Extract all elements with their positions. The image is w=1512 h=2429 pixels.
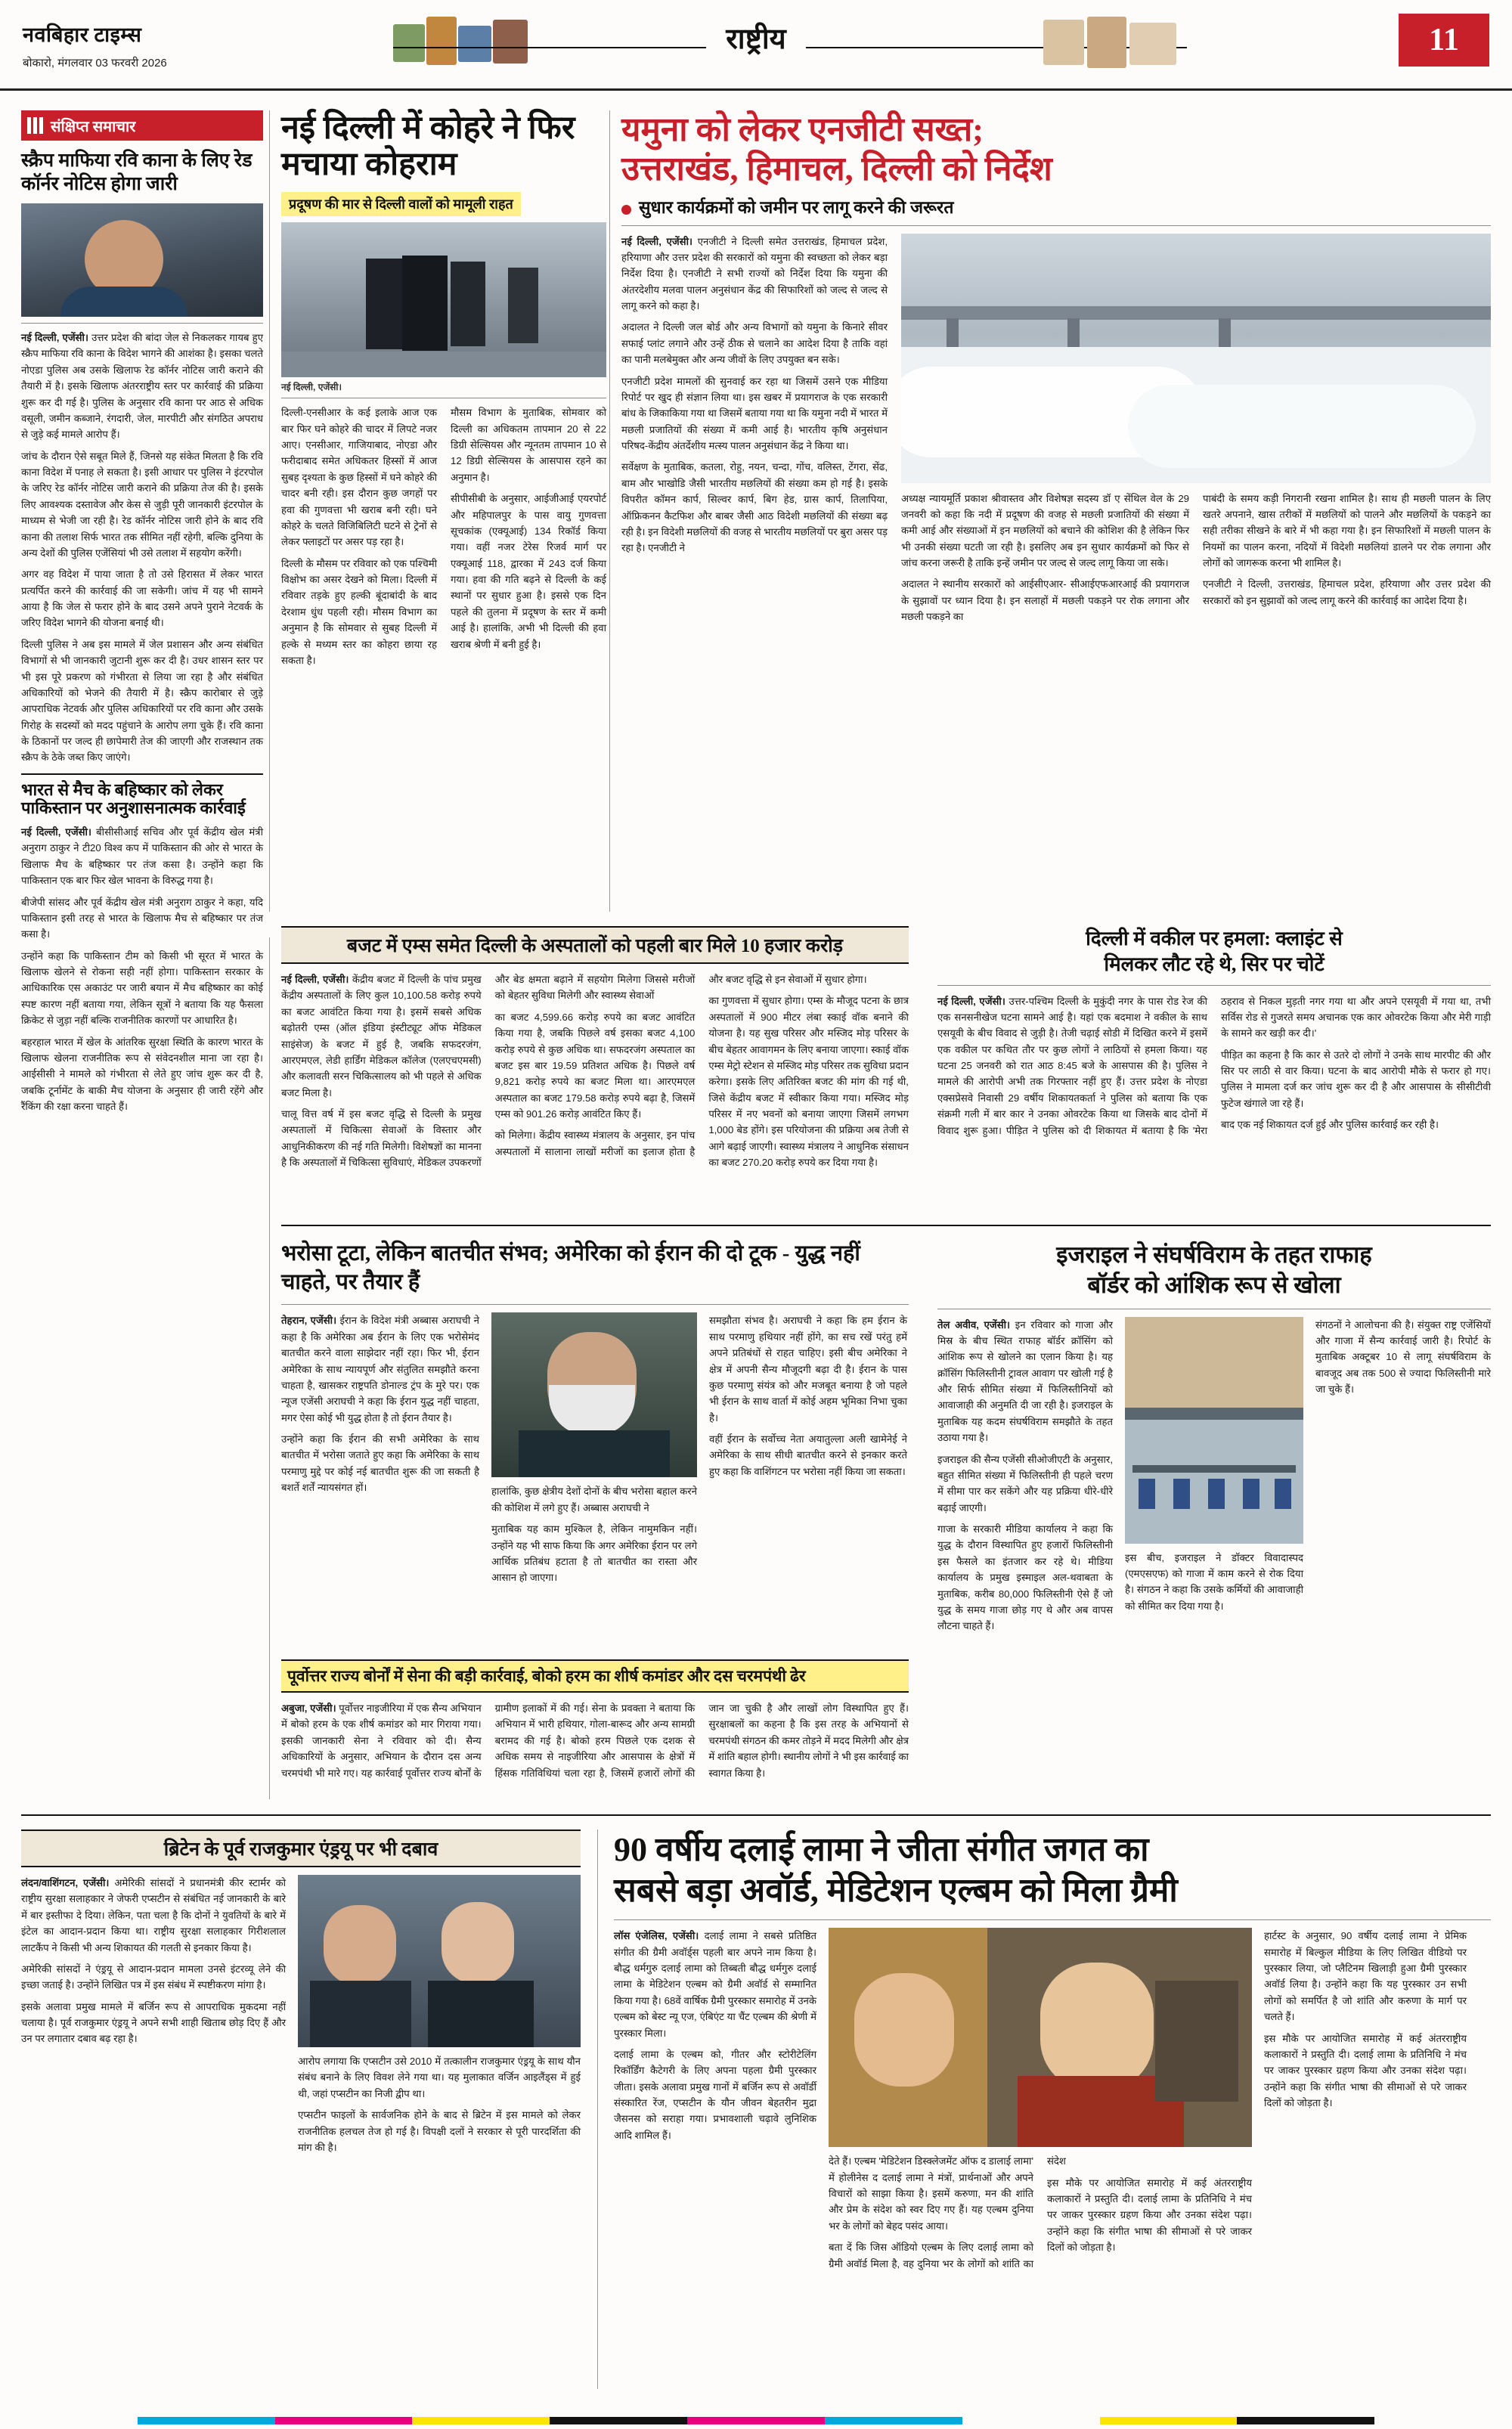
andrew-headline: ब्रिटेन के पूर्व राजकुमार एंड्रयू पर भी दबाव xyxy=(21,1829,581,1867)
brief-news-header xyxy=(21,110,263,141)
print-registration-bar xyxy=(0,2417,1512,2424)
sidebar-column xyxy=(21,110,263,1120)
israel-body-1: तेल अवीव, एजेंसी। इन रविवार को गाजा और मिस्र के बीच स्थित राफाह बॉर्डर क्रॉसिंग को आंशिक रूप से खोलने का एलान किया है। यह क्रॉसिंग फिलिस्तीनी ट्रावल आवाग पर खोली गई है और सिर्फ सीमित संख्या में फिलिस्तीनियों को आवाजाही की अनुमति दी जा रही है। इजराइल के मुताबिक यह कदम संघर्षविराम समझौते के तहत उठाया गया है। इजराइल की सैन्य एजेंसी सीओजीएटी के अनुसार, बहुत सीमित संख्या में फिलिस्तीनी ही पहले चरण में सीमा पार कर सकेंगे और यह प्रक्रिया धीरे-धीरे बढ़ाई जाएगी। गाजा के सरकारी मीडिया कार्यालय ने कहा कि युद्ध के दौरान विस्थापित हुए हजारों फिलिस्तीनी इस फैसले का इंतजार कर रहे थे। मीडिया कार्यालय के प्रमुख इस्माइल अल-थवाबता के मुताबिक, करीब 80,000 फिलिस्तीनी ऐसे हैं जो युद्ध के समय गाजा छोड़ गए थे और अब वापस लौटना चाहते हैं। xyxy=(937,1318,1113,1632)
israel-body-2: इस बीच, इजराइल ने डॉक्टर विवादास्पद (एमएसएफ) को गाजा में काम करने से रोक दिया है। संगठन ने कहा कि उसके कर्मियों की आवाजाही को सीमित कर दिया गया है। xyxy=(1125,1551,1303,1612)
iran-body-2: हालांकि, कुछ क्षेत्रीय देशों दोनों के बीच भरोसा बहाल करने की कोशिश में लगे हुए हैं। अब्बास अराघची ने मुताबिक यह काम मुश्किल है, लेकिन नामुमकिन नहीं। उन्होंने यह भी साफ किया कि अगर अमेरिका ईरान पर लगे आर्थिक प्रतिबंध हटाता है तो बातचीत का रास्ता और आसान हो जाएगा। xyxy=(491,1486,697,1584)
lead-body: दिल्ली-एनसीआर के कई इलाके आज एक बार फिर घने कोहरे की चादर में लिपटे नजर आए। एनसीआर, गाजियाबाद, नोएडा और फरीदाबाद समेत अधिकतर हिस्सों में आज सुबह दृश्यता के कुछ हिस्सों में घने कोहरे की चादर बनी रही। इस दौरान कुछ जगहों पर हवा की गुणवत्ता भी खराब बनी रही। घने कोहरे के चलते विजिबिलिटी घटने से ट्रेनों से लेकर फ्लाइटों पर असर पड़ रहा है। दिल्ली के मौसम पर रविवार को एक पश्चिमी विक्षोभ का असर देखने को मिला। दिल्ली में रविवार तड़के हुए हल्की बूंदाबांदी के बाद देरशाम धुंध पहली रही। मौसम विभाग का अनुमान है कि सोमवार से सुबह दिल्ली में हल्के से मध्यम स्तर का कोहरा छाया रह सकता है। मौसम विभाग के मुताबिक, सोमवार को दिल्ली का अधिकतम तापमान 20 से 22 डिग्री सेल्सियस और न्यूनतम तापमान 10 से 12 डिग्री सेल्सियस के आसपास रहने का अनुमान है। सीपीसीबी के अनुसार, आईजीआई एयरपोर्ट और महिपालपुर के पास वायु गुणवत्ता सूचकांक (एक्यूआई) 134 रिकॉर्ड किया गया। वहीं नजर टेरेस रिजर्व मार्ग पर एक्यूआई 118, द्वारका में 243 दर्ज किया गया। हवा की गति बढ़ने से दिल्ली के कई स्थानों पर सुधार हुआ है। इससे एक दिन पहले की तुलना में प्रदूषण के स्तर में कमी आई है। हालांकि, अभी भी दिल्ली की हवा खराब श्रेणी में बनी हुई है। xyxy=(281,407,606,666)
dalai-dateline: लॉस एंजेलिस, एजेंसी। xyxy=(614,1930,699,1942)
andrew-body-1: लंदन/वाशिंगटन, एजेंसी। अमेरिकी सांसदों ने प्रधानमंत्री कीर स्टार्मर को राष्ट्रीय सुरक्षा सलाहकार ने जेफरी एप्सटीन से संबंधित नई जानकारी के बारे में बार इस्तीफा दे दिया। लेकिन, पता चला है कि दोनों ने युवतियों के बारे में इंटेल का आदान-प्रदान किया था। राष्ट्रीय सुरक्षा सलाहकार गिरीशलाल लाटकैंप ने किसी भी अन्य शिकायत की गलती से इनकार किया है। अमेरिकी सांसदों ने एंड्रयू से आदान-प्रदान मामला उनसे इंटरव्यू लेने की इच्छा जताई है। उन्होंने लिखित पत्र में इस संबंध में स्पष्टीकरण मांगा है। इसके अलावा प्रमुख मामले में बर्जिन रूप से आपराधिक मुकदमा नहीं चलाया है। पूर्व राजकुमार एंड्रयू ने अपने सभी शाही खिताब छोड़ दिए हैं और उन पर लगातार दबाव बढ़ रहा है। xyxy=(21,1877,286,2045)
lawyer-headline-2: मिलकर लौट रहे थे, सिर पर चोटें xyxy=(1104,953,1325,975)
iran-story xyxy=(281,1240,909,1591)
masthead xyxy=(0,0,1512,91)
decorative-photo-strip-right xyxy=(1043,11,1179,76)
brief-news-label: संक्षिप्त समाचार xyxy=(51,118,136,135)
paper-name: नवबिहार टाइम्स xyxy=(23,23,142,46)
lead-headline: नई दिल्ली में कोहरे ने फिर मचाया कोहराम xyxy=(281,110,575,183)
sidebar-headline: स्क्रैप माफिया रवि काना के लिए रेड कॉर्नर नोटिस होगा जारी xyxy=(21,150,253,194)
nigeria-headline: पूर्वोत्तर राज्य बोर्नों में सेना की बड़ी कार्रवाई, बोको हरम का शीर्ष कमांडर और दस चरमपंथी ढेर xyxy=(281,1659,909,1693)
israel-headline-2: बॉर्डर को आंशिक रूप से खोला xyxy=(1087,1272,1341,1299)
lawyer-body: नई दिल्ली, एजेंसी। उत्तर-पश्चिम दिल्ली के मुकुंदी नगर के पास रोड रेज की एक सनसनीखेज घटना सामने आई है। यहां एक बदमाश ने वकील के साथ एसयूवी के बीच विवाद से जुड़ी है। तेजी चढ़ाई सोडी में दिखित करने में इसमें एक वकील पर कथित तौर पर कुछ लोगों ने लाठियों से हमला किया। यह घटना 25 जनवरी को रात आठ 8:45 बजे के आसपास की है। पुलिस ने मामले की आरोपी अभी तक गिरफ्तार नहीं हुए हैं। उत्तर प्रदेश के नोएडा एक्सप्रेसवे निवासी 29 वर्षीय शिकायतकर्ता ने पुलिस को बताया कि एक संक्रमी गली में बार कार ने उनका ओवरटेक किया था जिसके बाद दोनों में विवाद शुरू हुआ। पीड़ित ने पुलिस को दी शिकायत में बताया है कि 'मेरा ठहराव से निकल मुड़ती नगर गया था और अपने एसयूवी में गया था, तभी सर्विस रोड से गुजरते समय अचानक एक कार ओवरटेक किया और मेरी गाड़ी के सामने कर खड़ी कर दी।' पीड़ित का कहना है कि कार से उतरे दो लोगों ने उनके साथ मारपीट की और सिर पर लाठी से वार किया। घटना के बाद आरोपी मौके से फरार हो गए। पुलिस ने मामला दर्ज कर जांच शुरू कर दी है और आसपास के सीसीटीवी फुटेज खंगाले जा रहे हैं। बाद एक नई शिकायत दर्ज हुई और पुलिस कार्रवाई कर रही है। xyxy=(937,995,1491,1136)
yamuna-story xyxy=(621,110,1491,630)
iran-body-1: तेहरान, एजेंसी। ईरान के विदेश मंत्री अब्बास अराघची ने कहा है कि अमेरिका अब ईरान के लिए एक भरोसेमंद बातचीत करने वाला साझेदार नहीं रहा। फिर भी, ईरान अमेरिका के साथ न्यायपूर्ण और संतुलित समझौते करना चाहता है, खासकर राष्ट्रपति डोनाल्ड ट्रंप के मुरे पर। एक न्यूज एजेंसी अराघची ने कहा कि ईरान युद्ध नहीं चाहता, मगर ऐसा कोई भी युद्ध होता है तो ईरान तैयार है। उन्होंने कहा कि ईरान की सभी अमेरिका के साथ बातचीत में भरोसा जताते हुए कहा कि अमेरिका के साथ परमाणु मुद्दे पर कोई नई बातचीत शुरू की जा सकती है बशर्ते शर्तें न्यायसंगत हों। xyxy=(281,1315,479,1494)
yamuna-headline-1: यमुना को लेकर एनजीटी सख्त; xyxy=(621,111,984,148)
lawyer-story xyxy=(937,926,1491,1139)
sidebar-body: नई दिल्ली, एजेंसी। उत्तर प्रदेश की बांदा जेल से निकलकर गायब हुए स्क्रैप माफिया रवि काना के विदेश भागने की आशंका है। इसका चलते नोएडा पुलिस अब उसके खिलाफ रेड कॉर्नर नोटिस जारी कराने की तैयारी में है। इसके खिलाफ अंतरराष्ट्रीय स्तर पर कार्रवाई की प्रक्रिया शुरू कर दी गई है। पुलिस के अनुसार रवि काना पर आठ से अधिक वसूली, जमीन कब्जाने, रंगदारी, जेल, मारपीटी और संगठित अपराध से जुड़े कई मामले आरोप हैं। जांच के दौरान ऐसे सबूत मिले हैं, जिनसे यह संकेत मिलता है कि रवि काना विदेश में पनाह ले सकता है। इसी आधार पर पुलिस ने इंटरपोल के जरिए रेड कॉर्नर नोटिस जारी कराने की प्रक्रिया तेज की है। इसके लिए आवश्यक दस्तावेज और केस से जुड़ी पूरी जानकारी इंटरपोल के माध्यम से भेजी जा रही है। रेड कॉर्नर नोटिस जारी होने के बाद रवि काना की तलाश सिर्फ भारत तक सीमित नहीं रहेगी, बल्कि दुनिया के अन्य देशों की पुलिस एजेंसियां भी उसे तलाश में सहयोग करेंगी। अगर वह विदेश में पाया जाता है तो उसे हिरासत में लेकर भारत प्रत्यर्पित करने की कार्रवाई की जा सकेगी। जांच में यह भी सामने आया है कि जेल से फरार होने के बाद उसने अपने पुराने नेटवर्क के जरिए विदेश भागने की योजना बनाई थी। दिल्ली पुलिस ने अब इस मामले में जेल प्रशासन और अन्य संबंधित विभागों से भी जानकारी जुटानी शुरू कर दी है। उधर शासन स्तर पर भी इस पूरे प्रकरण को गंभीरता से लिया जा रहा है और संबंधित अधिकारियों को भेजने की तैयारी में है। स्क्रैप कारोबार से जुड़े आपराधिक नेटवर्क और पुलिस अधिकारियों पर रवि काना और उसके गिरोह के सदस्यों को मदद पहुंचाने के आरोप लगा चुके हैं। रवि काना के ठिकानों पर जल्द ही छापेमारी तेज की जाएगी और राजस्थान तक स्क्रैप के ठेके जब्त किए जाएंगे। xyxy=(21,332,263,764)
iran-photo xyxy=(491,1312,697,1477)
lawyer-headline-1: दिल्ली में वकील पर हमला: क्लाइंट से xyxy=(1086,928,1343,950)
dalai-headline-2: सबसे बड़ा अवॉर्ड, मेडिटेशन एल्बम को मिला ग्रैमी xyxy=(614,1871,1178,1909)
sidebar-sub-headline: भारत से मैच के बहिष्कार को लेकर पाकिस्तान पर अनुशासनात्मक कार्रवाई xyxy=(21,779,246,818)
nigeria-dateline: अबुजा, एजेंसी। xyxy=(281,1702,336,1714)
lead-kicker: प्रदूषण की मार से दिल्ली वालों को मामूली राहत xyxy=(281,192,521,216)
budget-story xyxy=(281,926,909,1171)
dalai-body-1: लॉस एंजेलिस, एजेंसी। दलाई लामा ने सबसे प्रतिष्ठित संगीत की ग्रैमी अवॉर्ड्स पहली बार अपने नाम किया है। बौद्ध धर्मगुरु दलाई लामा को तिब्बती बौद्ध धर्मगुरु दलाई लामा के मेडिटेशन एल्बम को ग्रैमी अवॉर्ड से सम्मानित किया गया है। 68वें वार्षिक ग्रैमी पुरस्कार समारोह में उनके एल्बम को बेस्ट न्यू एज, एंबिएंट या चैंट एल्बम की श्रेणी में पुरस्कार मिला। दलाई लामा के एल्बम को, गीतर और स्टोरीटेलिंग रिकॉर्डिंग कैटेगरी के लिए अपना पहला ग्रैमी पुरस्कार जीता। इसके अलावा प्रमुख गानों में बर्जिन रूप से अवॉर्डी संस्कारित रेंज, एप्सटीन के यौन जीवन बेहतरीन मुद्रा जैसनस को सराहा गया। प्रभावशाली चढ़ावे लुनिशिक आदि शामिल हैं। xyxy=(614,1930,816,2141)
lead-photo xyxy=(281,222,606,377)
andrew-story xyxy=(21,1829,581,2161)
lead-caption: नई दिल्ली, एजेंसी। xyxy=(281,382,342,393)
yamuna-dateline: नई दिल्ली, एजेंसी। xyxy=(621,235,692,247)
yamuna-headline-2: उत्तराखंड, हिमाचल, दिल्ली को निर्देश xyxy=(621,150,1052,187)
yamuna-photo xyxy=(901,234,1491,483)
israel-body-3: संगठनों ने आलोचना की है। संयुक्त राष्ट्र एजेंसियों और गाजा में सैन्य कार्रवाई जारी है। रिपोर्ट के मुताबिक अक्टूबर 10 से लागू संघर्षविराम के बावजूद अब तक 500 से ज्यादा फिलिस्तीनी मारे जा चुके हैं। xyxy=(1315,1318,1491,1396)
budget-headline: बजट में एम्स समेत दिल्ली के अस्पतालों को पहली बार मिले 10 हजार करोड़ xyxy=(281,926,909,964)
iran-dateline: तेहरान, एजेंसी। xyxy=(281,1315,337,1327)
dalai-body-3: हार्टस्ट के अनुसार, 90 वर्षीय दलाई लामा ने प्रेमिक समारोह में बिल्कुल मीडिया के लिए लिखित वीडियो पर पुरस्कार लिया, जो प्लैटिनम खिलाड़ी हुआ ग्रैमी पुरस्कार अवॉर्ड लिया है। उन्होंने कहा कि यह पुरस्कार उन सभी लोगों को समर्पित है जो शांति और करुणा के मार्ग पर चलते हैं। इस मौके पर आयोजित समारोह में कई अंतरराष्ट्रीय कलाकारों ने प्रस्तुति दी। दलाई लामा के प्रतिनिधि ने मंच पर जाकर पुरस्कार ग्रहण किया और उनका संदेश पढ़ा। उन्होंने कहा कि संगीत भाषा की सीमाओं से परे जाकर दिलों को जोड़ता है। xyxy=(1264,1930,1467,2109)
sidebar-dateline: नई दिल्ली, एजेंसी। xyxy=(21,332,88,343)
israel-dateline: तेल अवीव, एजेंसी। xyxy=(937,1318,1011,1331)
sidebar-sub-dateline: नई दिल्ली, एजेंसी। xyxy=(21,826,91,838)
sidebar-sub-body: नई दिल्ली, एजेंसी। बीसीसीआई सचिव और पूर्व केंद्रीय खेल मंत्री अनुराग ठाकुर ने टी20 विश्व कप में पाकिस्तान की ओर से भारत के खिलाफ मैच के बहिष्कार पर तंज कसा है। उन्होंने कहा कि पाकिस्तान एक बार फिर खेल भावना के विरुद्ध गया है। बीजेपी सांसद और पूर्व केंद्रीय खेल मंत्री अनुराग ठाकुर ने कहा, यदि पाकिस्तान इसी तरह से भारत के खिलाफ मैच से बहिष्कार पर तंज कसा है। उन्होंने कहा कि पाकिस्तान टीम को किसी भी सूरत में भारत के खिलाफ खेलने से रोकना सही नहीं होगा। पाकिस्तान सरकार के आधिकारिक एस अकाउंट पर जारी बयान में मैच बहिष्कार का कोई स्पष्ट कारण नहीं बताया गया, लेकिन सूत्रों ने बताया कि यह फैसला क्रिकेट से जुड़ा नहीं बल्कि राजनीतिक कारणों पर आधारित है। बहरहाल भारत में खेल के आंतरिक सुरक्षा स्थिति के कारण भारत के खिलाफ खेलना राजनीतिक रूप से संवेदनशील माना जा रहा है। आईसीसी ने मामले को गंभीरता से लेते हुए जांच शुरू कर दी है, जबकि टूर्नामेंट के बाकी मैच योजना के अनुसार ही जारी रहेंगे और रैंकिंग की रक्षा करना चाहते हैं। xyxy=(21,826,264,1112)
bullet-dot-icon xyxy=(621,205,631,215)
israel-photo xyxy=(1125,1317,1303,1544)
andrew-body-2: आरोप लगाया कि एप्सटीन उसे 2010 में तत्कालीन राजकुमार एंड्रयू के साथ यौन संबंध बनाने के लिए विवश लेने गया था। यह मुलाकात वर्जिन आइलैंड्स में हुई थी, जहां एप्सटीन का निजी द्वीप था। एप्सटीन फाइलों के सार्वजनिक होने के बाद से ब्रिटेन में इस मामले को लेकर राजनीतिक हलचल तेज हो गई है। विपक्षी दलों ने सरकार से पूरी पारदर्शिता की मांग की है। xyxy=(298,2056,581,2153)
lawyer-dateline: नई दिल्ली, एजेंसी। xyxy=(937,995,1005,1007)
budget-body: नई दिल्ली, एजेंसी। केंद्रीय बजट में दिल्ली के पांच प्रमुख केंद्रीय अस्पतालों के लिए कुल 10,100.58 करोड़ रुपये का बजट आवंटित किया गया है। इसमें सबसे अधिक बढ़ोतरी एम्स (ऑल इंडिया इंस्टीट्यूट ऑफ मेडिकल साइंसेज) के बजट में हुई है, जबकि सफदरजंग, आरएमएल, लेडी हार्डिंग मेडिकल कॉलेज (एलएचएमसी) और कलावती सरन चिकित्सालय को भी पहले से अधिक बजट मिला है। चालू वित्त वर्ष में इस बजट वृद्धि से दिल्ली के प्रमुख अस्पतालों में चिकित्सा सेवाओं के विस्तार और आधुनिकीकरण की नई गति मिलेगी। विशेषज्ञों का मानना है कि अस्पतालों में चिकित्सा सुविधाएं, मेडिकल उपकरणों और बेड क्षमता बढ़ाने में सहयोग मिलेगा जिससे मरीजों को बेहतर सुविधा मिलेगी और स्वास्थ्य सेवाओं का बजट 4,599.66 करोड़ रुपये का बजट आवंटित किया गया है, जबकि पिछले वर्ष इसका बजट 4,100 करोड़ रुपये से कुछ अधिक था। सफदरजंग अस्पताल का बजट इस बार 19.59 प्रतिशत अधिक है। पिछले वर्ष 9,821 करोड़ रुपये का बजट मिला था। आरएमएल अस्पताल का बजट 179.58 करोड़ रुपये बढ़ा है, जिसमें एम्स को 901.26 करोड़ आवंटित किए हैं। को मिलेगा। केंद्रीय स्वास्थ्य मंत्रालय के अनुसार, इन पांच अस्पतालों में सालाना लाखों मरीजों का इलाज होता है और बजट वृद्धि से इन सेवाओं में सुधार होगा। का गुणवत्ता में सुधार होगा। एम्स के मौजूद पटना के छात्र अस्पतालों में 900 मीटर लंबा स्काई वॉक बनाने की योजना है। यह सुख परिसर और मस्जिद मोड़ परिसर के बीच बेहतर आवागमन के लिए बनाया जाएगा। स्काई वॉक एम्स मेट्रो स्टेशन से मस्जिद मोड़ परिसर तक सुविधा प्रदान करेगा। इसके लिए अतिरिक्त बजट की मांग की गई थी, जिसे केंद्रीय बजट में स्वीकार किया गया। मस्जिद मोड़ परिसर में नए भवनों को बनाया जाएगा जिसमें लगभग 1,000 बेड होंगे। इस परियोजना की प्रक्रिया अब तेजी से आगे बढ़ाई जाएगी। स्वास्थ्य मंत्रालय ने आधुनिक संसाधन का बजट 270.20 करोड़ रुपये कर दिया गया है। xyxy=(281,974,909,1169)
dalai-body-2: देते हैं। एल्बम 'मेडिटेशन डिस्क्लेजमेंट ऑफ द डालाई लामा' में होलीनेस द दलाई लामा ने मंत्रों, प्रार्थनाओं और अपने विचारों को साझा किया है। इसमें करुणा, मन की शांति और प्रेम के संदेश को स्वर दिए गए हैं। यह एल्बम दुनिया भर के लोगों को बेहद पसंद आया। बता दें कि जिस ऑडियो एल्बम के लिए दलाई लामा को ग्रैमी अवॉर्ड मिला है, वह दुनिया भर के लोगों को शांति का संदेश इस मौके पर आयोजित समारोह में कई अंतरराष्ट्रीय कलाकारों ने प्रस्तुति दी। दलाई लामा के प्रतिनिधि ने मंच पर जाकर पुरस्कार ग्रहण किया और उनका संदेश पढ़ा। उन्होंने कहा कि संगीत भाषा की सीमाओं से परे जाकर दिलों को जोड़ता है। xyxy=(829,2155,1252,2269)
page-number: 11 xyxy=(1399,14,1489,67)
nigeria-story xyxy=(281,1659,909,1783)
andrew-photo xyxy=(298,1875,581,2047)
yamuna-subhead: सुधार कार्यक्रमों को जमीन पर लागू करने की जरूरत xyxy=(639,197,954,217)
yamuna-body-right-1: अध्यक्ष न्यायमूर्ति प्रकाश श्रीवास्तव और विशेषज्ञ सदस्य डॉ ए सेंथिल वेल के 29 जनवरी को कहा कि नदी में प्रदूषण की वजह से मछली प्रजातियों की संख्या में कमी आई और संख्याओं में इन मछलियों को बचाने की कोशिश की है लेकिन फिर भी उनकी संख्या घटती जा रही है। इसलिए अब इन सुधार कार्यक्रमों को फिर से जांच करना जरूरी है ताकि इन्हें जमीन पर जल्द से जल्द लागू किया जा सके। अदालत ने स्थानीय सरकारों को आईसीएआर- सीआईएफआरआई की प्रयागराज के सुझावों पर ध्यान दिया है। इन सलाहों में मछली पकड़ने पर रोक लगाना और मछली पकड़ने का xyxy=(901,492,1189,623)
yamuna-body-right-2: पाबंदी के समय कड़ी निगरानी रखना शामिल है। साथ ही मछली पालन के लिए खतरे अपनाने, खास तरीकों में मछलियों को पालने और मछलियों के पकड़ने का सही तरीका सीखने के बारे में भी कहा गया है। इन सिफारिशों में मछली पालन के नियमों का पालन करना, नदियों में विदेशी मछलियां डालने पर रोक लगाना और लोगों को जागरूक करना भी शामिल है। एनजीटी ने दिल्ली, उत्तराखंड, हिमाचल प्रदेश, हरियाणा और उत्तर प्रदेश की सरकारों को इन सुझावों को जल्द लागू करने की कार्रवाई का आदेश दिया है। xyxy=(1203,492,1491,606)
yamuna-body-left: नई दिल्ली, एजेंसी। एनजीटी ने दिल्ली समेत उत्तराखंड, हिमाचल प्रदेश, हरियाणा और उत्तर प्रदेश की सरकारों को यमुना की स्वच्छता को लेकर बड़ा निर्देश दिया है। एनजीटी ने सभी राज्यों को निर्देश दिया कि यमुना की अंतरदेशीय मलवा पालन अनुसंधान केंद्र की सिफारिशों को जल्द से जल्द से लागू करने को कहा है। अदालत ने दिल्ली जल बोर्ड और अन्य विभागों को यमुना के किनारे सीवर सफाई प्लांट लगाने और उन्हें ठीक से चलाने का आदेश दिया है ताकि वहां का पानी मलबेमुक्त और अन्य जीवों के लिए उपयुक्त बन सके। एनजीटी प्रदेश मामलों की सुनवाई कर रहा था जिसमें उसने एक मीडिया रिपोर्ट पर खुद ही संज्ञान लिया था। इस खबर में प्रयागराज के एक सरकारी बांध के जिकाकिया गया था जिसमें बताया गया था कि यमुना नदी में भारत में मछली प्रजातियों की संख्या में कमी आई है। भारतीय कृषि अनुसंधान परिषद-केंद्रीय अंतर्देशीय मत्स्य पालन अनुसंधान केंद्र ने किया था। सर्वेक्षण के मुताबिक, कतला, रोहु, नयन, चन्दा, गोंच, वलिस्त, टेंगरा, सेंढ, बाम और भाखोडि जैसी भारतीय मछलियों की संख्या कम हो गई है। इसके विपरीत कॉमन कार्प, सिल्वर कार्प, बिग हेड, ग्रास कार्प, तिलापिया, ऑफ्रिकनन कैटफिश और बाबर जैसी आठ विदेशी मछलियों की संख्या बढ़ रही है। इन विदेशी मछलियों की वजह से भारतीय मछलियों पर बुरा असर पड़ रहा है। एनजीटी ने xyxy=(621,235,888,554)
section-title-wrap xyxy=(0,15,1512,60)
sidebar-photo xyxy=(21,203,263,317)
israel-story xyxy=(937,1240,1491,1640)
lead-story xyxy=(281,110,606,668)
dalai-headline-1: 90 वर्षीय दलाई लामा ने जीता संगीत जगत का xyxy=(614,1831,1149,1868)
budget-dateline: नई दिल्ली, एजेंसी। xyxy=(281,974,349,985)
iran-body-3: समझौता संभव है। अराघची ने कहा कि हम ईरान के साथ परमाणु हथियार नहीं होंगे, का सच रखें परंतु हमें अपने प्रतिबंधों से राहत चाहिए। इसी बीच अमेरिका ने क्षेत्र में अपनी सैन्य मौजूदगी बढ़ा दी है। ईरान के पास कुछ परमाणु संयंत्र को और मजबूत बनाया है जो पहले भी ईरान के साथ वार्ता में कोई अहम भूमिका निभा चुका है। वहीं ईरान के सर्वोच्च नेता अयातुल्ला अली खामेनेई ने अमेरिका के साथ सीधी बातचीत करने से इनकार करते हुए कहा कि वाशिंगटन पर भरोसा नहीं किया जा सकता। xyxy=(709,1315,907,1477)
section-title: राष्ट्रीय xyxy=(706,15,805,60)
nigeria-body: अबुजा, एजेंसी। पूर्वोत्तर नाइजीरिया में एक सैन्य अभियान में बोको हरम के एक शीर्ष कमांडर को मार गिराया गया। इसकी जानकारी सेना ने रविवार को दी। सैन्य अधिकारियों के अनुसार, अभियान के दौरान दस अन्य चरमपंथी भी मारे गए। यह कार्रवाई पूर्वोत्तर राज्य बोर्नों के ग्रामीण इलाकों में की गई। सेना के प्रवक्ता ने बताया कि अभियान में भारी हथियार, गोला-बारूद और अन्य सामग्री बरामद की गई है। बोको हरम पिछले एक दशक से अधिक समय से नाइजीरिया और आसपास के क्षेत्रों में हिंसक गतिविधियां चला रहा है, जिसमें हजारों लोगों की जान जा चुकी है और लाखों लोग विस्थापित हुए हैं। सुरक्षाबलों का कहना है कि इस तरह के अभियानों से चरमपंथी संगठन की कमर तोड़ने में मदद मिलेगी और क्षेत्र में शांति बहाल होगी। स्थानीय लोगों ने भी इस कार्रवाई का स्वागत किया है। xyxy=(281,1702,909,1779)
dalai-photo xyxy=(829,1928,1252,2147)
bars-icon xyxy=(27,117,43,134)
andrew-dateline: लंदन/वाशिंगटन, एजेंसी। xyxy=(21,1877,110,1888)
dalai-story xyxy=(614,1829,1491,2272)
iran-headline: भरोसा टूटा, लेकिन बातचीत संभव; अमेरिका को ईरान की दो टूक - युद्ध नहीं चाहते, पर तैयार हैं xyxy=(281,1241,860,1294)
edition-date: बोकारो, मंगलवार 03 फरवरी 2026 xyxy=(23,57,167,70)
israel-headline-1: इजराइल ने संघर्षविराम के तहत राफाह xyxy=(1056,1241,1372,1268)
